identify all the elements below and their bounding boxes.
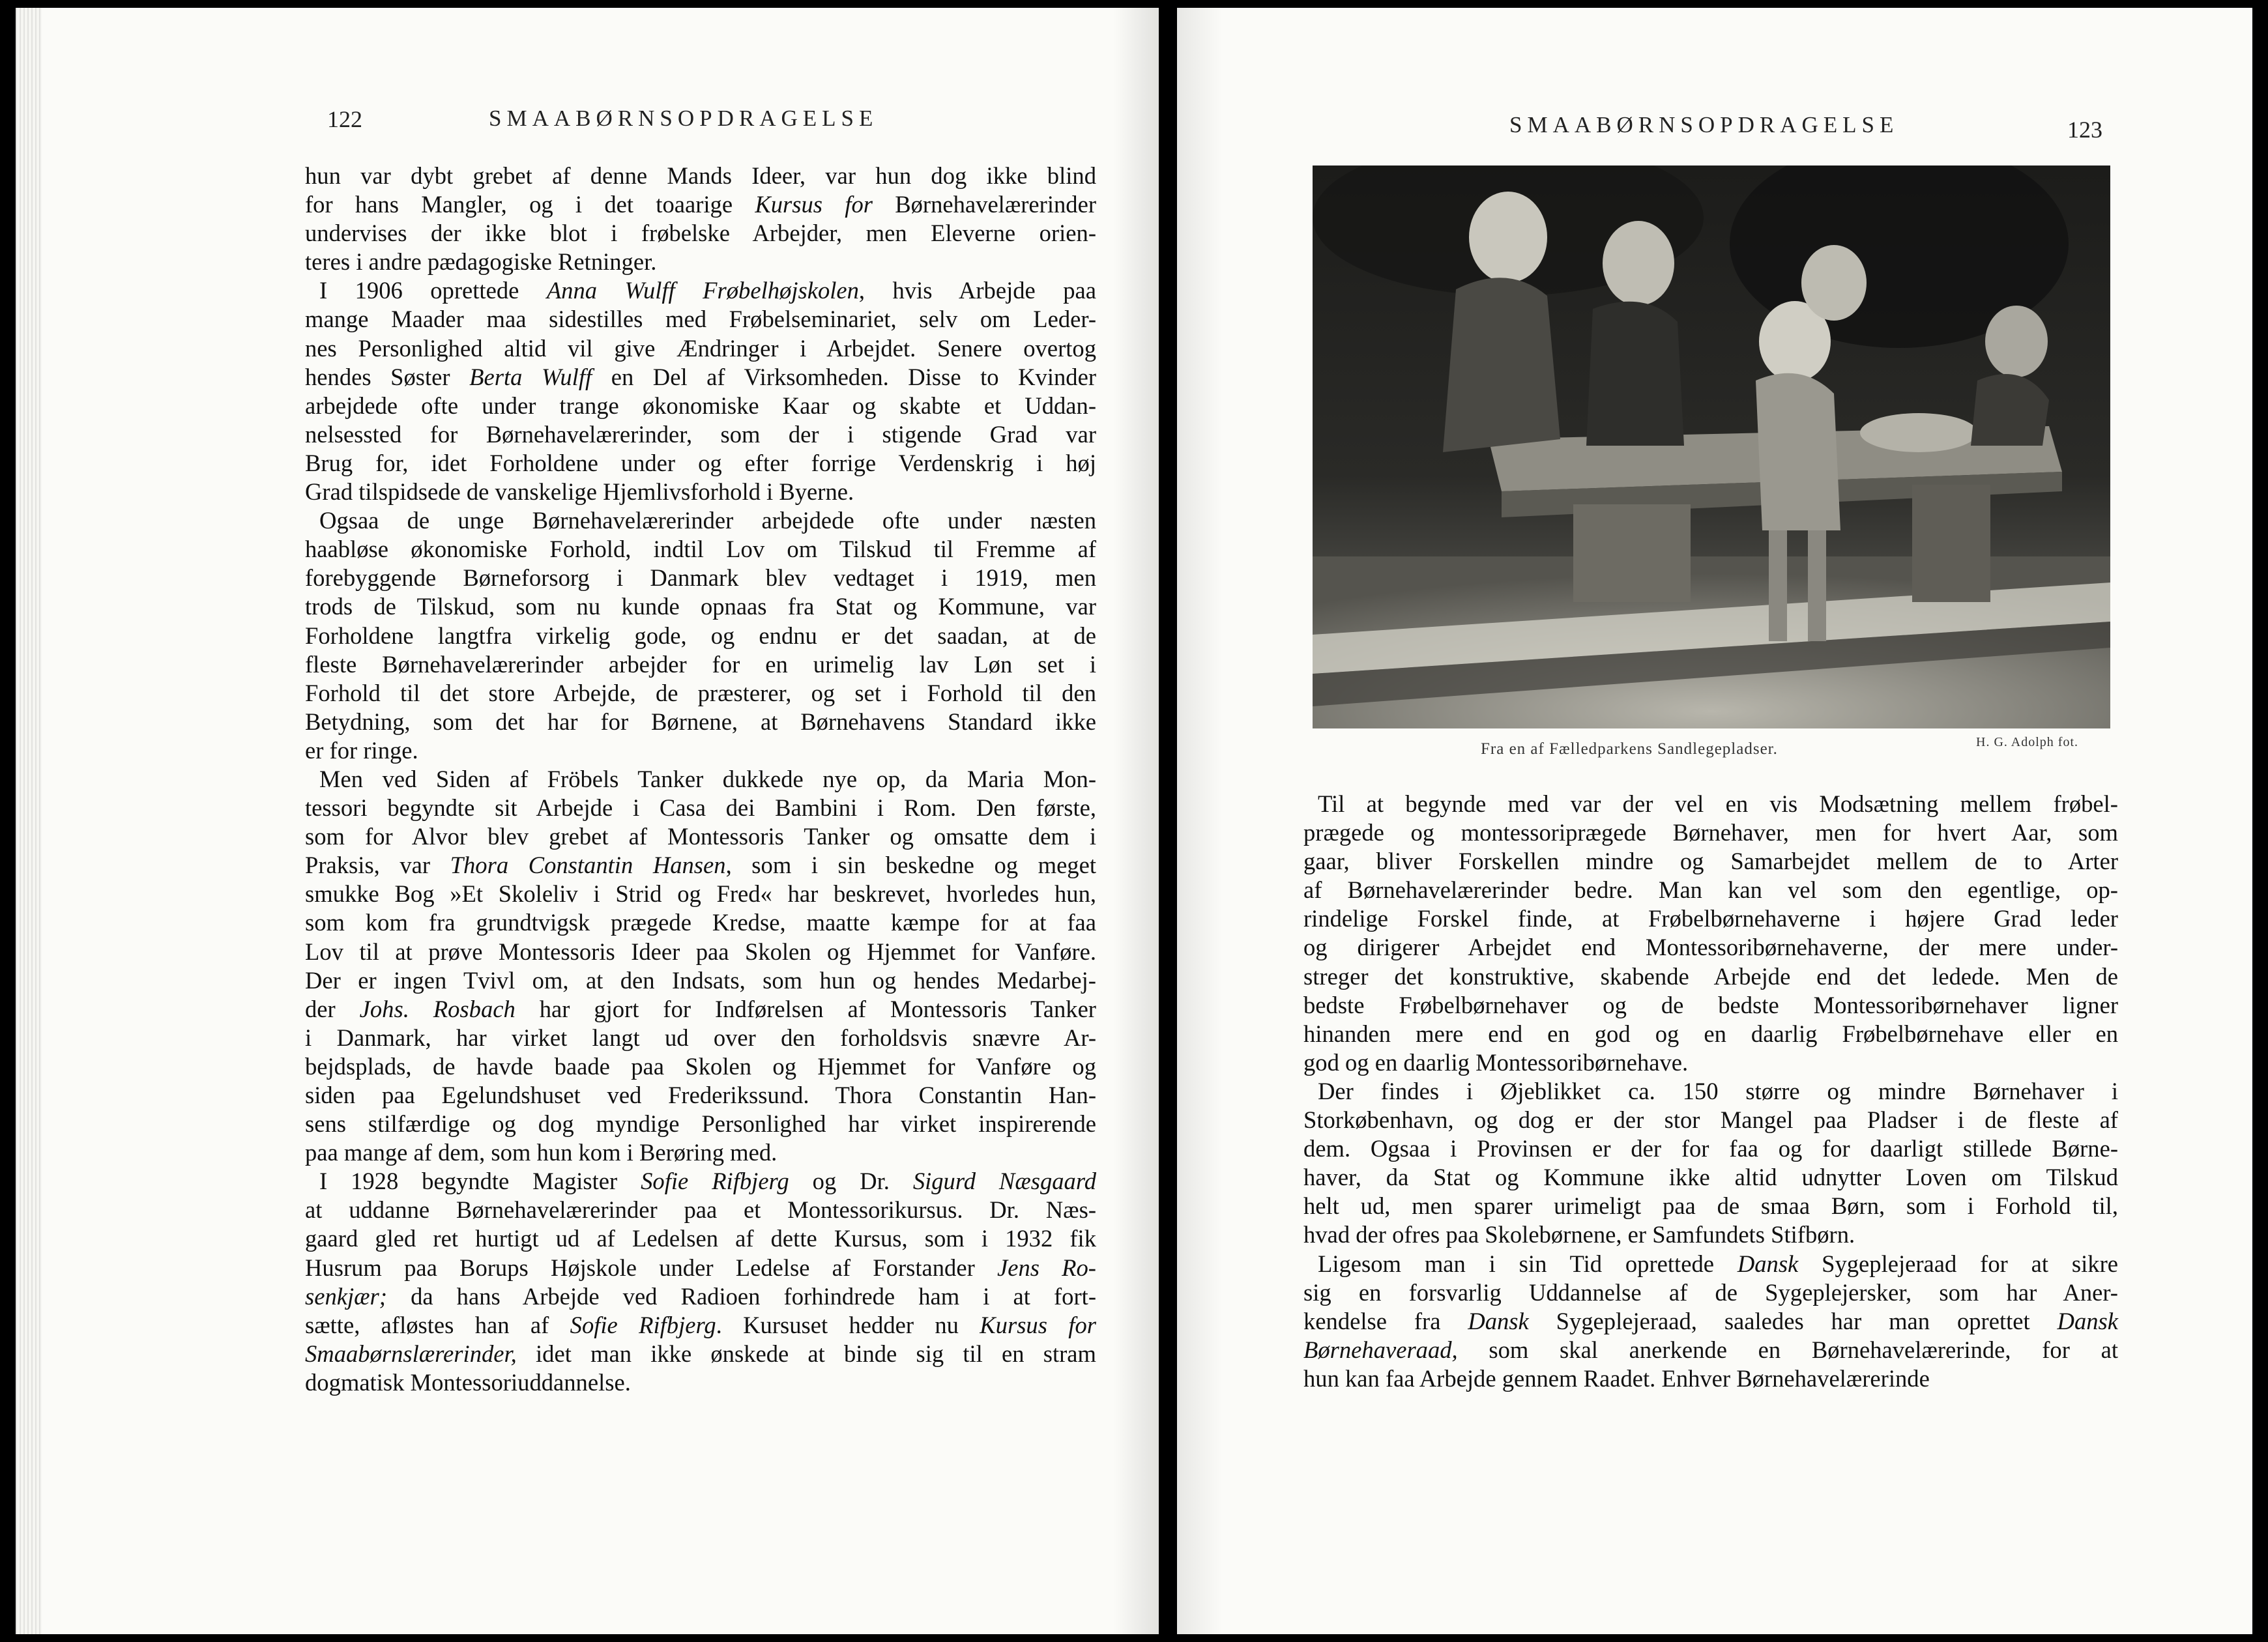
text-line: gaar, bliver Forskellen mindre og Samarbejdet mellem de to Arter xyxy=(1303,848,2118,875)
text-line: i Danmark, har virket langt ud over den forholdsvis snævre Ar- xyxy=(305,1024,1096,1051)
body-text xyxy=(305,162,1096,1397)
text-line: forebyggende Børneforsorg i Danmark blev vedtaget i 1919, men xyxy=(305,564,1096,592)
text-line: hinanden mere end en god og en daarlig Frøbelbørnehave eller en xyxy=(1303,1020,2118,1047)
text-line: som for Alvor blev grebet af Montessoris Tanker og omsatte dem i xyxy=(305,823,1096,850)
running-head: SMAABØRNSOPDRAGELSE xyxy=(489,106,879,131)
text-line: bedste Frøbelbørnehaver og de bedste Montessoribørnehaver ligner xyxy=(1303,991,2118,1018)
gutter-shadow xyxy=(1177,8,1223,1634)
text-line: siden paa Egelundshuset ved Frederikssund. Thora Constantin Han- xyxy=(305,1082,1096,1108)
text-line: prægede og montessoriprægede Børnehaver, men for hvert Aar, som xyxy=(1303,819,2118,846)
text-line: Ogsaa de unge Børnehavelærerinder arbejdede ofte under næsten xyxy=(319,507,1096,534)
text-line: helt ud, men sparer urimeligt paa de smaa Børn, som i Forhold til, xyxy=(1303,1192,2118,1220)
photo-caption: Fra en af Fælledparkens Sandlegepladser. xyxy=(1481,740,1778,758)
text-line: der Johs. Rosbach har gjort for Indførelsen af Montessoris Tanker xyxy=(305,995,1096,1022)
text-line: hun kan faa Arbejde gennem Raadet. Enhver Børnehavelærerinde xyxy=(1303,1364,1930,1392)
text-line: Der findes i Øjeblikket ca. 150 større og mindre Børnehaver i xyxy=(1318,1077,2118,1104)
body-text xyxy=(1303,790,2118,1393)
page-edge-stack xyxy=(16,8,42,1634)
text-line: dem. Ogsaa i Provinsen er der for faa og for daarligt stillede Børne- xyxy=(1303,1135,2118,1162)
text-line: hun var dybt grebet af denne Mands Ideer, var hun dog ikke blind xyxy=(305,162,1096,189)
text-line: fleste Børnehavelærerinder arbejder for en urimelig lav Løn set i xyxy=(305,650,1096,678)
text-line: Forhold til det store Arbejde, de præsterer, og set i Forhold til den xyxy=(305,679,1096,706)
text-line: Forholdene langtfra virkelig gode, og endnu er det saadan, at de xyxy=(305,622,1096,649)
text-line: Storkøbenhavn, og dog er der stor Mangel paa Pladser i de fleste af xyxy=(1303,1106,2118,1134)
text-line: Til at begynde med var der vel en vis Modsætning mellem frøbel- xyxy=(1318,790,2118,817)
text-line: som kom fra grundtvigsk prægede Kredse, maatte kæmpe for at faa xyxy=(305,909,1096,936)
text-line: Betydning, som det har for Børnene, at Børnehavens Standard ikke xyxy=(305,708,1096,735)
text-line: haabløse økonomiske Forhold, indtil Lov om Tilskud til Fremme af xyxy=(305,536,1096,563)
text-line: Smaabørnslærerinder, idet man ikke ønskede at binde sig til en stram xyxy=(305,1340,1096,1367)
left-page xyxy=(16,8,1159,1634)
text-line: I 1928 begyndte Magister Sofie Rifbjerg og Dr. Sigurd Næsgaard xyxy=(319,1168,1096,1195)
text-line: Lov til at prøve Montessoris Ideer paa Skolen og Hjemmet for Vanføre. xyxy=(305,938,1096,965)
text-line: at uddanne Børnehavelærerinder paa et Montessorikursus. Dr. Næs- xyxy=(305,1196,1096,1224)
running-head: SMAABØRNSOPDRAGELSE xyxy=(1509,112,1899,137)
text-line: hendes Søster Berta Wulff en Del af Virksomheden. Disse to Kvinder xyxy=(305,363,1097,390)
text-line: af Børnehavelærerinder bedre. Man kan vel som den egentlige, op- xyxy=(1303,876,2118,904)
text-line: Husrum paa Borups Højskole under Ledelse af Forstander Jens Ro- xyxy=(305,1254,1096,1281)
text-line: sætte, afløstes han af Sofie Rifbjerg. Kursuset hedder nu Kursus for xyxy=(305,1311,1096,1338)
text-line: sens stilfærdige og dog myndige Personlighed har virket inspirerende xyxy=(305,1110,1096,1138)
text-line: smukke Bog »Et Skoleliv i Strid og Fred« har beskrevet, hvorledes hun, xyxy=(305,880,1096,908)
sandbox-photo xyxy=(1313,166,2110,728)
text-line: nes Personlighed altid vil give Ændringer i Arbejdet. Senere overtog xyxy=(305,334,1096,362)
text-line: sig en forsvarlig Uddannelse af de Sygeplejersker, som har Aner- xyxy=(1303,1278,2118,1306)
text-line: Børnehaveraad, som skal anerkende en Børnehavelærerinde, for at xyxy=(1303,1336,2118,1363)
text-line: paa mange af dem, som hun kom i Berøring med. xyxy=(305,1139,778,1166)
text-line: arbejdede ofte under trange økonomiske Kaar og skabte et Uddan- xyxy=(305,392,1096,419)
gutter-shadow xyxy=(1113,8,1159,1634)
text-line: god og en daarlig Montessoribørnehave. xyxy=(1303,1048,1689,1076)
text-line: mange Maader maa sidestilles med Frøbelseminariet, selv om Leder- xyxy=(305,306,1096,333)
text-line: Praksis, var Thora Constantin Hansen, som i sin beskedne og meget xyxy=(305,852,1096,879)
text-line: bejdsplads, de havde baade paa Skolen og Hjemmet for Vanføre og xyxy=(305,1052,1096,1080)
text-line: rindelige Forskel finde, at Frøbelbørnehaverne i højere Grad leder xyxy=(1303,905,2118,932)
text-line: er for ringe. xyxy=(305,736,418,764)
page-number: 122 xyxy=(327,106,362,132)
text-line: og dirigerer Arbejdet end Montessoribørnehaverne, der mere under- xyxy=(1303,934,2118,961)
text-line: trods de Tilskud, som nu kunde opnaas fra Stat og Kommune, var xyxy=(305,593,1096,620)
text-line: I 1906 oprettede Anna Wulff Frøbelhøjskolen, hvis Arbejde paa xyxy=(319,277,1096,304)
text-line: senkjær; da hans Arbejde ved Radioen forhindrede ham i at fort- xyxy=(305,1282,1096,1310)
text-line: haver, da Stat og Kommune ikke altid udnytter Loven om Tilskud xyxy=(1303,1164,2118,1191)
text-line: Men ved Siden af Fröbels Tanker dukkede nye op, da Maria Mon- xyxy=(319,765,1096,792)
text-line: Ligesom man i sin Tid oprettede Dansk Sygeplejeraad for at sikre xyxy=(1318,1250,2119,1277)
sandbox-photo-image xyxy=(1313,166,2110,728)
text-line: streger det konstruktive, skabende Arbejde end det ledede. Men de xyxy=(1303,962,2118,990)
text-line: kendelse fra Dansk Sygeplejeraad, saaledes har man oprettet Dansk xyxy=(1303,1307,2118,1334)
text-line: for hans Mangler, og i det toaarige Kursus for Børnehavelærerinder xyxy=(305,191,1096,218)
text-line: Brug for, idet Forholdene under og efter forrige Verdenskrig i høj xyxy=(305,449,1096,476)
text-line: Grad tilspidsede de vanskelige Hjemlivsforhold i Byerne. xyxy=(305,478,854,506)
page-number: 123 xyxy=(2067,117,2102,143)
photo-credit: H. G. Adolph fot. xyxy=(1976,735,2078,749)
text-line: undervises der ikke blot i frøbelske Arbejder, men Eleverne orien- xyxy=(305,220,1096,247)
text-line: nelsessted for Børnehavelærerinder, som der i stigende Grad var xyxy=(305,420,1096,448)
right-page xyxy=(1177,8,2252,1634)
text-line: gaard gled ret hurtigt ud af Ledelsen af dette Kursus, som i 1932 fik xyxy=(305,1225,1096,1252)
text-line: teres i andre pædagogiske Retninger. xyxy=(305,248,657,276)
text-line: Der er ingen Tvivl om, at den Indsats, som hun og hendes Medarbej- xyxy=(305,966,1096,994)
text-line: dogmatisk Montessoriuddannelse. xyxy=(305,1368,631,1396)
text-line: tessori begyndte sit Arbejde i Casa dei Bambini i Rom. Den første, xyxy=(305,794,1096,822)
text-line: hvad der ofres paa Skolebørnene, er Samfundets Stifbørn. xyxy=(1303,1221,1855,1248)
